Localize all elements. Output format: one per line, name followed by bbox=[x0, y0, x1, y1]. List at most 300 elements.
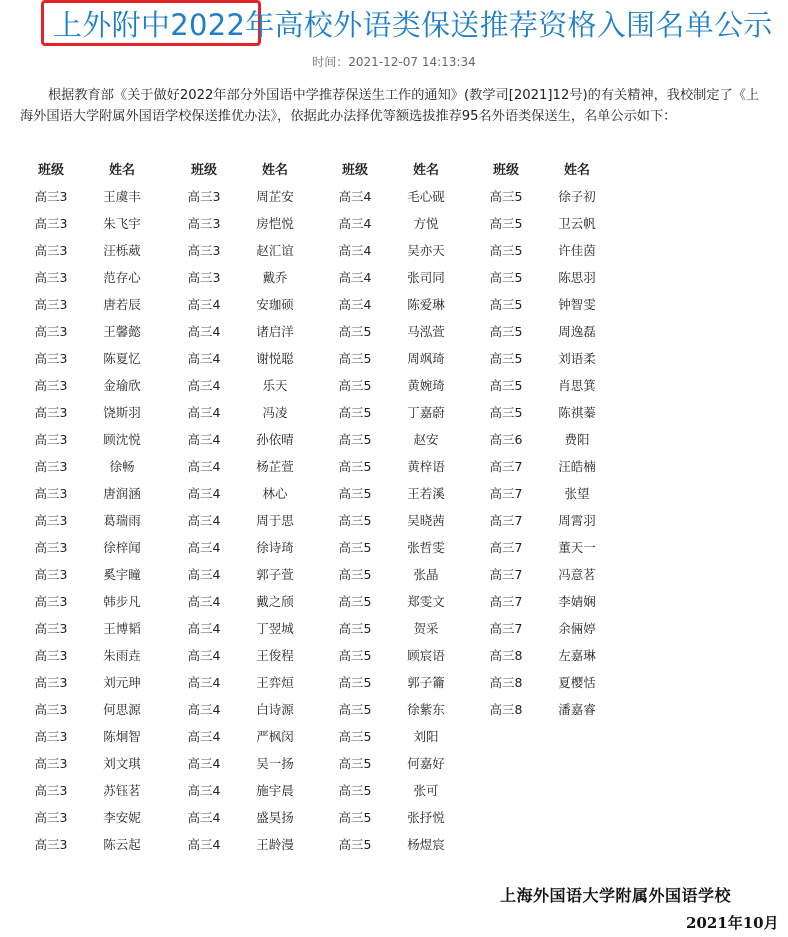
cell-class: 高三7 bbox=[489, 458, 523, 474]
cell-name: 徐子初 bbox=[558, 188, 596, 204]
cell-class: 高三3 bbox=[34, 620, 68, 636]
cell-name: 汪皓楠 bbox=[558, 458, 596, 474]
cell-name: 陈爱琳 bbox=[407, 296, 445, 312]
cell-class: 高三4 bbox=[338, 296, 372, 312]
table-row bbox=[20, 776, 170, 803]
cell-name: 张抒悦 bbox=[407, 809, 445, 825]
cell-name: 朱雨垚 bbox=[103, 647, 141, 663]
cell-class: 高三4 bbox=[187, 701, 221, 717]
cell-class: 高三4 bbox=[187, 404, 221, 420]
cell-class: 高三3 bbox=[34, 323, 68, 339]
cell-name: 陈云起 bbox=[103, 836, 141, 852]
table-row bbox=[173, 263, 323, 290]
cell-name: 徐梓闻 bbox=[103, 539, 141, 555]
table-row bbox=[20, 425, 170, 452]
cell-name: 肖思箕 bbox=[558, 377, 596, 393]
page-title: 上外附中2022年高校外语类保送推荐资格入围名单公示 bbox=[53, 8, 773, 42]
table-row bbox=[475, 587, 625, 614]
cell-name: 徐畅 bbox=[109, 458, 135, 474]
table-row bbox=[20, 263, 170, 290]
table-row bbox=[20, 506, 170, 533]
table-row bbox=[475, 290, 625, 317]
cell-name: 黄婉琦 bbox=[407, 377, 445, 393]
table-row bbox=[20, 317, 170, 344]
table-row bbox=[324, 182, 474, 209]
cell-name: 周霄羽 bbox=[558, 512, 596, 528]
cell-class: 高三5 bbox=[338, 512, 372, 528]
cell-name: 张司同 bbox=[407, 269, 445, 285]
cell-name: 饶斯羽 bbox=[103, 404, 141, 420]
cell-name: 朱飞宇 bbox=[103, 215, 141, 231]
cell-class: 高三4 bbox=[187, 539, 221, 555]
cell-class: 高三4 bbox=[187, 323, 221, 339]
table-row bbox=[324, 830, 474, 857]
cell-class: 高三5 bbox=[338, 458, 372, 474]
table-row bbox=[173, 830, 323, 857]
cell-name: 汪栎葳 bbox=[103, 242, 141, 258]
cell-class: 高三4 bbox=[187, 431, 221, 447]
cell-name: 唐润涵 bbox=[103, 485, 141, 501]
cell-class: 高三7 bbox=[489, 485, 523, 501]
table-row bbox=[20, 587, 170, 614]
cell-name: 张可 bbox=[413, 782, 439, 798]
cell-class: 高三3 bbox=[187, 215, 221, 231]
cell-name: 黄梓语 bbox=[407, 458, 445, 474]
cell-name: 王博韬 bbox=[103, 620, 141, 636]
cell-class: 高三3 bbox=[34, 485, 68, 501]
cell-name: 李婧娴 bbox=[558, 593, 596, 609]
table-row bbox=[324, 587, 474, 614]
cell-name: 刘语柔 bbox=[558, 350, 596, 366]
cell-class: 高三4 bbox=[187, 512, 221, 528]
cell-name: 王若溪 bbox=[407, 485, 445, 501]
header-name: 姓名 bbox=[261, 163, 288, 178]
table-row bbox=[475, 560, 625, 587]
cell-name: 徐紫东 bbox=[407, 701, 445, 717]
cell-name: 唐若辰 bbox=[103, 296, 141, 312]
table-row bbox=[324, 452, 474, 479]
signature-org: 上海外国语大学附属外国语学校 bbox=[500, 886, 732, 905]
table-row bbox=[173, 722, 323, 749]
cell-class: 高三3 bbox=[34, 809, 68, 825]
title-area bbox=[0, 0, 788, 48]
cell-name: 王虞丰 bbox=[103, 188, 141, 204]
table-row bbox=[324, 668, 474, 695]
cell-name: 杨芷萱 bbox=[256, 458, 294, 474]
cell-class: 高三4 bbox=[338, 215, 372, 231]
cell-name: 孙依晴 bbox=[256, 431, 294, 447]
cell-name: 潘嘉睿 bbox=[558, 701, 596, 717]
table-row bbox=[173, 749, 323, 776]
cell-class: 高三7 bbox=[489, 593, 523, 609]
cell-class: 高三3 bbox=[34, 647, 68, 663]
table-header-row bbox=[20, 155, 170, 182]
cell-class: 高三5 bbox=[489, 188, 523, 204]
table-row bbox=[324, 641, 474, 668]
table-row bbox=[324, 479, 474, 506]
cell-class: 高三4 bbox=[187, 296, 221, 312]
table-row bbox=[173, 371, 323, 398]
table-row bbox=[324, 209, 474, 236]
cell-name: 诸启洋 bbox=[256, 323, 294, 339]
cell-class: 高三4 bbox=[338, 269, 372, 285]
cell-class: 高三4 bbox=[187, 458, 221, 474]
cell-name: 白诗源 bbox=[256, 701, 294, 717]
cell-class: 高三3 bbox=[34, 188, 68, 204]
cell-class: 高三7 bbox=[489, 620, 523, 636]
table-row bbox=[475, 506, 625, 533]
cell-class: 高三5 bbox=[338, 485, 372, 501]
table-row bbox=[173, 479, 323, 506]
table-row bbox=[20, 803, 170, 830]
cell-class: 高三5 bbox=[489, 323, 523, 339]
cell-name: 刘元珅 bbox=[103, 674, 141, 690]
cell-class: 高三4 bbox=[338, 188, 372, 204]
cell-name: 陈祺蓁 bbox=[558, 404, 596, 420]
table-row bbox=[475, 695, 625, 722]
cell-class: 高三4 bbox=[187, 620, 221, 636]
cell-class: 高三3 bbox=[34, 728, 68, 744]
table-row bbox=[324, 776, 474, 803]
table-row bbox=[20, 344, 170, 371]
cell-class: 高三5 bbox=[489, 269, 523, 285]
table-row bbox=[173, 290, 323, 317]
table-row bbox=[20, 182, 170, 209]
cell-class: 高三5 bbox=[338, 728, 372, 744]
cell-class: 高三5 bbox=[489, 350, 523, 366]
cell-class: 高三5 bbox=[338, 593, 372, 609]
table-row bbox=[324, 290, 474, 317]
cell-name: 费阳 bbox=[564, 431, 590, 447]
table-row bbox=[173, 317, 323, 344]
cell-name: 董天一 bbox=[558, 539, 596, 555]
cell-class: 高三4 bbox=[187, 647, 221, 663]
cell-class: 高三5 bbox=[489, 242, 523, 258]
header-class: 班级 bbox=[190, 163, 217, 178]
table-row bbox=[324, 722, 474, 749]
cell-name: 林心 bbox=[262, 485, 288, 501]
table-row bbox=[475, 479, 625, 506]
cell-class: 高三3 bbox=[34, 404, 68, 420]
cell-name: 毛心砚 bbox=[407, 188, 445, 204]
cell-class: 高三5 bbox=[338, 836, 372, 852]
cell-name: 李安妮 bbox=[103, 809, 141, 825]
cell-name: 周芷安 bbox=[256, 188, 294, 204]
cell-class: 高三4 bbox=[187, 485, 221, 501]
table-header-row bbox=[475, 155, 625, 182]
table-row bbox=[324, 236, 474, 263]
header-name: 姓名 bbox=[412, 163, 439, 178]
table-row bbox=[20, 290, 170, 317]
cell-name: 周于思 bbox=[256, 512, 294, 528]
table-row bbox=[475, 668, 625, 695]
cell-class: 高三5 bbox=[338, 566, 372, 582]
table-row bbox=[20, 479, 170, 506]
table-row bbox=[173, 695, 323, 722]
cell-name: 周逸磊 bbox=[558, 323, 596, 339]
cell-class: 高三3 bbox=[34, 782, 68, 798]
cell-name: 严枫闵 bbox=[256, 728, 294, 744]
cell-class: 高三3 bbox=[34, 674, 68, 690]
table-row bbox=[475, 263, 625, 290]
table-row bbox=[324, 425, 474, 452]
cell-class: 高三8 bbox=[489, 674, 523, 690]
table-row bbox=[324, 506, 474, 533]
cell-class: 高三3 bbox=[34, 593, 68, 609]
table-row bbox=[20, 614, 170, 641]
cell-name: 王弈烜 bbox=[256, 674, 294, 690]
table-row bbox=[475, 425, 625, 452]
table-row bbox=[173, 344, 323, 371]
table-row bbox=[475, 344, 625, 371]
roster-column bbox=[173, 155, 323, 857]
cell-name: 顾沈悦 bbox=[103, 431, 141, 447]
table-row bbox=[475, 533, 625, 560]
table-row bbox=[475, 209, 625, 236]
cell-class: 高三5 bbox=[489, 296, 523, 312]
cell-name: 何思源 bbox=[103, 701, 141, 717]
header-class: 班级 bbox=[341, 163, 368, 178]
cell-class: 高三4 bbox=[187, 755, 221, 771]
cell-class: 高三5 bbox=[338, 404, 372, 420]
table-header-row bbox=[173, 155, 323, 182]
cell-class: 高三5 bbox=[338, 755, 372, 771]
cell-name: 丁翌城 bbox=[256, 620, 294, 636]
table-row bbox=[324, 695, 474, 722]
cell-name: 陈思羽 bbox=[558, 269, 596, 285]
cell-name: 奚宇瞳 bbox=[103, 566, 141, 582]
table-row bbox=[475, 182, 625, 209]
cell-name: 郭子萱 bbox=[256, 566, 294, 582]
cell-name: 金瑜欣 bbox=[103, 377, 141, 393]
intro-paragraph: 根据教育部《关于做好2022年部分外国语中学推荐保送生工作的通知》(教学司[2021]12号)的有关精神，我校制定了《上海外国语大学附属外国语学校保送推优办法》，依据此办法择优等额选拔推荐95名外语类保送生，名单公示如下： bbox=[20, 88, 760, 125]
cell-name: 杨煜宸 bbox=[407, 836, 445, 852]
cell-name: 周飒琦 bbox=[407, 350, 445, 366]
table-row bbox=[20, 452, 170, 479]
table-row bbox=[20, 209, 170, 236]
cell-name: 夏樱恬 bbox=[558, 674, 596, 690]
table-row bbox=[20, 236, 170, 263]
cell-name: 王馨懿 bbox=[103, 323, 141, 339]
cell-name: 韩步凡 bbox=[103, 593, 141, 609]
cell-name: 施宇晨 bbox=[256, 782, 294, 798]
table-row bbox=[324, 317, 474, 344]
cell-name: 吴晓茜 bbox=[407, 512, 445, 528]
table-row bbox=[475, 398, 625, 425]
cell-name: 何嘉好 bbox=[407, 755, 445, 771]
cell-class: 高三4 bbox=[187, 782, 221, 798]
table-row bbox=[173, 560, 323, 587]
table-row bbox=[173, 776, 323, 803]
cell-class: 高三3 bbox=[34, 755, 68, 771]
table-header-row bbox=[324, 155, 474, 182]
cell-name: 刘阳 bbox=[413, 728, 439, 744]
cell-class: 高三3 bbox=[34, 215, 68, 231]
cell-class: 高三4 bbox=[187, 593, 221, 609]
header-name: 姓名 bbox=[563, 163, 590, 178]
table-row bbox=[324, 371, 474, 398]
cell-name: 盛昊扬 bbox=[256, 809, 294, 825]
cell-name: 范存心 bbox=[103, 269, 141, 285]
table-row bbox=[324, 614, 474, 641]
cell-class: 高三3 bbox=[34, 269, 68, 285]
cell-name: 戴乔 bbox=[262, 269, 288, 285]
table-row bbox=[475, 452, 625, 479]
cell-class: 高三5 bbox=[338, 431, 372, 447]
cell-name: 刘文琪 bbox=[103, 755, 141, 771]
cell-class: 高三4 bbox=[187, 350, 221, 366]
cell-name: 余倆婷 bbox=[558, 620, 596, 636]
table-row bbox=[173, 641, 323, 668]
cell-name: 吴一扬 bbox=[256, 755, 294, 771]
table-row bbox=[20, 722, 170, 749]
cell-name: 赵汇谊 bbox=[256, 242, 294, 258]
cell-name: 房恺悦 bbox=[256, 215, 294, 231]
cell-name: 卫云帆 bbox=[558, 215, 596, 231]
roster-column bbox=[20, 155, 170, 857]
cell-name: 葛瑞雨 bbox=[103, 512, 141, 528]
cell-name: 贺采 bbox=[413, 620, 439, 636]
cell-class: 高三5 bbox=[338, 377, 372, 393]
table-row bbox=[20, 830, 170, 857]
cell-class: 高三4 bbox=[338, 242, 372, 258]
cell-class: 高三3 bbox=[34, 836, 68, 852]
cell-name: 左嘉琳 bbox=[558, 647, 596, 663]
cell-class: 高三4 bbox=[187, 728, 221, 744]
cell-name: 钟智雯 bbox=[558, 296, 596, 312]
table-row bbox=[20, 668, 170, 695]
cell-name: 郑雯文 bbox=[407, 593, 445, 609]
roster-column bbox=[475, 155, 625, 722]
table-row bbox=[173, 506, 323, 533]
cell-name: 马泓萱 bbox=[407, 323, 445, 339]
table-row bbox=[173, 668, 323, 695]
table-row bbox=[20, 371, 170, 398]
table-row bbox=[173, 425, 323, 452]
cell-class: 高三5 bbox=[489, 404, 523, 420]
cell-class: 高三7 bbox=[489, 512, 523, 528]
table-row bbox=[324, 263, 474, 290]
cell-class: 高三5 bbox=[338, 647, 372, 663]
cell-name: 张哲雯 bbox=[407, 539, 445, 555]
table-row bbox=[475, 614, 625, 641]
time-label: 时间： bbox=[312, 55, 349, 69]
cell-class: 高三5 bbox=[489, 215, 523, 231]
table-row bbox=[20, 398, 170, 425]
cell-class: 高三7 bbox=[489, 566, 523, 582]
table-row bbox=[324, 749, 474, 776]
cell-class: 高三5 bbox=[338, 674, 372, 690]
table-row bbox=[173, 614, 323, 641]
cell-name: 郭子籥 bbox=[407, 674, 445, 690]
table-row bbox=[173, 803, 323, 830]
table-row bbox=[475, 641, 625, 668]
cell-name: 乐天 bbox=[262, 377, 288, 393]
cell-name: 张晶 bbox=[413, 566, 439, 582]
signature-date: 2021年10月 bbox=[686, 914, 779, 932]
cell-class: 高三3 bbox=[34, 377, 68, 393]
table-row bbox=[475, 236, 625, 263]
cell-class: 高三5 bbox=[338, 323, 372, 339]
header-class: 班级 bbox=[492, 163, 519, 178]
table-row bbox=[20, 533, 170, 560]
cell-class: 高三5 bbox=[338, 782, 372, 798]
table-row bbox=[475, 317, 625, 344]
table-row bbox=[324, 560, 474, 587]
cell-class: 高三3 bbox=[34, 512, 68, 528]
cell-class: 高三7 bbox=[489, 539, 523, 555]
header-name: 姓名 bbox=[108, 163, 135, 178]
table-row bbox=[324, 533, 474, 560]
table-row bbox=[173, 236, 323, 263]
cell-class: 高三4 bbox=[187, 566, 221, 582]
cell-name: 安珈硕 bbox=[256, 296, 294, 312]
cell-name: 冯凌 bbox=[262, 404, 288, 420]
table-row bbox=[173, 587, 323, 614]
cell-class: 高三3 bbox=[187, 269, 221, 285]
cell-class: 高三3 bbox=[34, 701, 68, 717]
cell-class: 高三3 bbox=[34, 350, 68, 366]
cell-class: 高三4 bbox=[187, 809, 221, 825]
time-value: 2021-12-07 14:13:34 bbox=[348, 55, 476, 69]
cell-class: 高三4 bbox=[187, 674, 221, 690]
table-row bbox=[20, 749, 170, 776]
roster-column bbox=[324, 155, 474, 857]
cell-class: 高三8 bbox=[489, 647, 523, 663]
cell-class: 高三3 bbox=[187, 242, 221, 258]
table-row bbox=[173, 533, 323, 560]
cell-name: 王龄漫 bbox=[256, 836, 294, 852]
cell-name: 冯意茗 bbox=[558, 566, 596, 582]
cell-class: 高三3 bbox=[34, 566, 68, 582]
table-row bbox=[324, 344, 474, 371]
cell-name: 陈炯智 bbox=[103, 728, 141, 744]
cell-class: 高三3 bbox=[34, 458, 68, 474]
cell-class: 高三5 bbox=[489, 377, 523, 393]
table-row bbox=[173, 209, 323, 236]
header-class: 班级 bbox=[37, 163, 64, 178]
cell-name: 王俊程 bbox=[256, 647, 294, 663]
cell-name: 方悦 bbox=[413, 215, 439, 231]
cell-class: 高三5 bbox=[338, 701, 372, 717]
table-row bbox=[173, 182, 323, 209]
table-row bbox=[324, 803, 474, 830]
table-row bbox=[173, 452, 323, 479]
cell-class: 高三3 bbox=[187, 188, 221, 204]
cell-name: 徐诗琦 bbox=[256, 539, 294, 555]
cell-name: 赵安 bbox=[413, 431, 439, 447]
cell-name: 谢悦聪 bbox=[256, 350, 294, 366]
cell-name: 苏钰茗 bbox=[103, 782, 141, 798]
cell-class: 高三5 bbox=[338, 809, 372, 825]
cell-class: 高三3 bbox=[34, 431, 68, 447]
cell-name: 许佳茵 bbox=[558, 242, 596, 258]
cell-name: 顾宸语 bbox=[407, 647, 445, 663]
table-row bbox=[173, 398, 323, 425]
table-row bbox=[324, 398, 474, 425]
cell-class: 高三6 bbox=[489, 431, 523, 447]
cell-name: 陈夏忆 bbox=[103, 350, 141, 366]
table-row bbox=[20, 560, 170, 587]
table-row bbox=[20, 641, 170, 668]
cell-class: 高三4 bbox=[187, 377, 221, 393]
cell-name: 吴亦天 bbox=[407, 242, 445, 258]
publish-time bbox=[0, 53, 788, 70]
cell-class: 高三4 bbox=[187, 836, 221, 852]
cell-class: 高三3 bbox=[34, 242, 68, 258]
table-row bbox=[20, 695, 170, 722]
cell-class: 高三5 bbox=[338, 620, 372, 636]
